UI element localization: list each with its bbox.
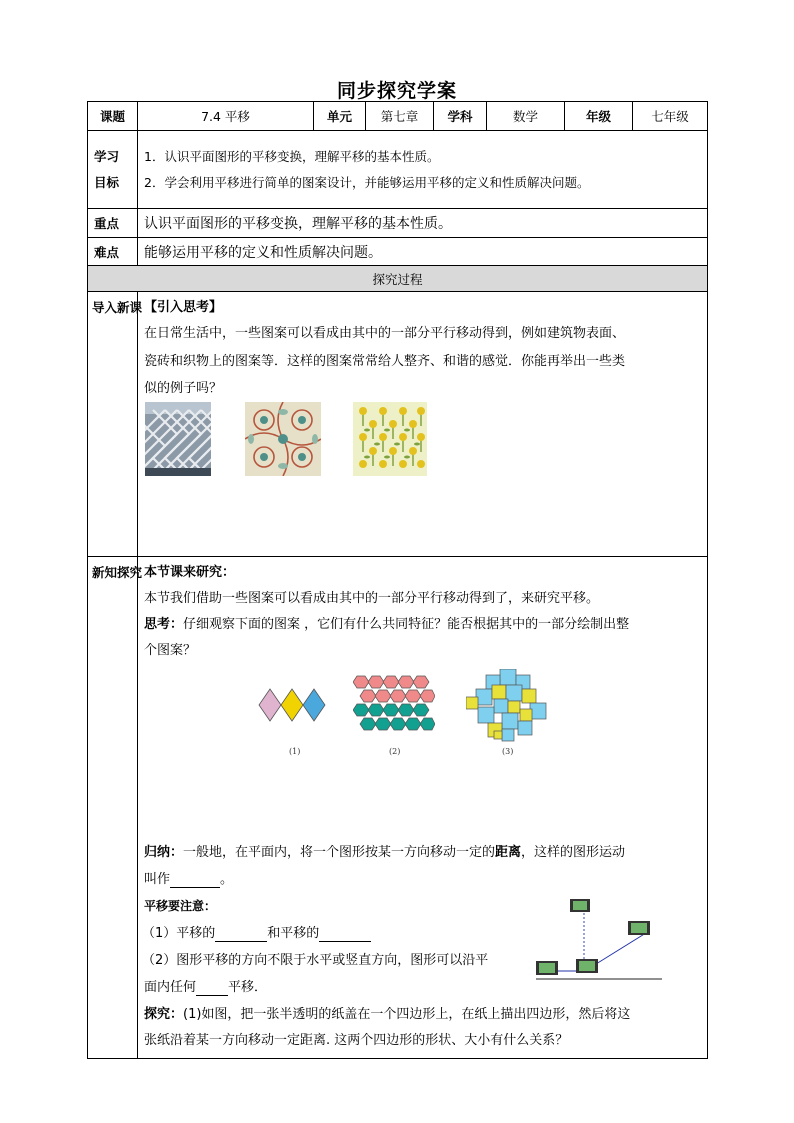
note-3b: 平移．: [228, 980, 268, 995]
note-line-2: （2）图形平移的方向不限于水平或竖直方向，图形可以沿平: [142, 953, 489, 968]
think-line-2: 个图案？: [144, 643, 197, 658]
inquiry-line-2: 张纸沿着某一方向移动一定距离. 这两个四边形的形状、大小有什么关系？: [144, 1033, 569, 1048]
explore-label-cell: [88, 557, 143, 1059]
explore-intro-line: 本节我们借助一些图案可以看成由其中的一部分平行移动得到了，来研究平移。: [144, 591, 600, 606]
goal-item-1: 1．认识平面图形的平移变换，理解平移的基本性质。: [144, 149, 440, 164]
explore-label: 新知探究: [92, 565, 143, 580]
think-line-1: [144, 613, 629, 632]
flower-fabric-image: [353, 402, 427, 476]
answer-blank-term[interactable]: [170, 872, 220, 888]
figure-caption-1: (1): [289, 747, 301, 756]
grade-value: 七年级: [633, 102, 708, 131]
notes-heading: 平移要注意：: [144, 899, 217, 913]
explore-heading: 本节课来研究：: [144, 565, 236, 580]
explore-row: [88, 557, 708, 1059]
goals-row: [88, 131, 708, 209]
tv-translation-figure: [528, 897, 668, 987]
note-1b: 和平移的: [267, 926, 320, 941]
subject-value: 数学: [487, 102, 565, 131]
ornament-tile-image: [245, 402, 321, 476]
goals-label-2: 目标: [94, 175, 120, 190]
topic-label: 课题: [88, 102, 138, 131]
note-3a: 面内任何: [144, 980, 197, 995]
subject-label: 学科: [434, 102, 487, 131]
goals-label-1: 学习: [94, 149, 120, 164]
answer-blank-direction[interactable]: [215, 926, 267, 942]
summary-line-2: [144, 868, 233, 888]
unit-value: 第七章: [366, 102, 434, 131]
answer-blank-distance[interactable]: [319, 926, 371, 942]
think-text-1: 仔细观察下面的图案 ，它们有什么共同特征？能否根据其中的一部分绘制出整: [183, 617, 630, 632]
intro-line-1: 在日常生活中，一些图案可以看成由其中的一部分平行移动得到，例如建筑物表面、: [144, 326, 626, 341]
inquiry-line-1: [144, 1003, 630, 1022]
header-row: [88, 102, 708, 131]
topic-value: 7.4 平移: [138, 102, 314, 131]
summary-prefix: 归纳：: [144, 845, 184, 860]
intro-row: [88, 292, 708, 557]
intro-heading: 【引入思考】: [144, 300, 223, 315]
page-title: 同步探究学案: [336, 80, 457, 102]
difficulty-label: 难点: [88, 238, 138, 266]
hexagon-pattern-figure: [353, 674, 435, 736]
intro-label-cell: [88, 292, 143, 557]
figure-caption-3: (3): [502, 747, 514, 756]
rhombus-pattern-figure: [258, 687, 328, 723]
goals-content: [138, 131, 708, 209]
summary-text-1b: ，这样的图形运动: [521, 845, 626, 860]
grade-label: 年级: [565, 102, 633, 131]
intro-line-2: 瓷砖和织物上的图案等．这样的图案常常给人整齐、和谐的感觉．你能再举出一些类: [144, 354, 626, 369]
lesson-table: [87, 101, 708, 1059]
goals-label: [88, 131, 138, 209]
tv-icon: [570, 899, 590, 912]
process-header: 探究过程: [88, 266, 708, 292]
building-facade-image: [145, 402, 211, 476]
inquiry-text-1: (1)如图，把一张半透明的纸盖在一个四边形上，在纸上描出四边形，然后将这: [183, 1007, 631, 1022]
intro-content: [138, 292, 708, 557]
key-point-row: [88, 209, 708, 238]
intro-line-3: 似的例子吗？: [144, 381, 223, 396]
figure-caption-2: (2): [389, 747, 401, 756]
note-1a: （1）平移的: [142, 926, 216, 941]
unit-label: 单元: [314, 102, 366, 131]
note-line-3: [144, 976, 267, 996]
inquiry-prefix: 探究：: [144, 1007, 184, 1022]
difficulty-text: 能够运用平移的定义和性质解决问题。: [138, 238, 708, 266]
intro-label: 导入新课: [92, 300, 143, 315]
process-header-row: [88, 266, 708, 292]
note-line-1: [142, 922, 371, 942]
summary-text-2b: 。: [220, 872, 234, 887]
summary-line-1: [144, 841, 625, 860]
difficulty-row: [88, 238, 708, 266]
summary-bold-distance: 距离: [495, 845, 522, 860]
think-prefix: 思考：: [144, 617, 184, 632]
answer-blank-any-direction[interactable]: [196, 980, 228, 996]
goal-item-2: 2．学会利用平移进行简单的图案设计，并能够运用平移的定义和性质解决问题。: [144, 175, 590, 190]
square-pattern-figure: [466, 669, 550, 743]
key-point-label: 重点: [88, 209, 138, 238]
key-point-text: 认识平面图形的平移变换，理解平移的基本性质。: [138, 209, 708, 238]
summary-text-2a: 叫作: [144, 872, 171, 887]
summary-text-1a: 一般地，在平面内，将一个图形按某一方向移动一定的: [183, 845, 496, 860]
explore-content: [138, 557, 708, 1059]
